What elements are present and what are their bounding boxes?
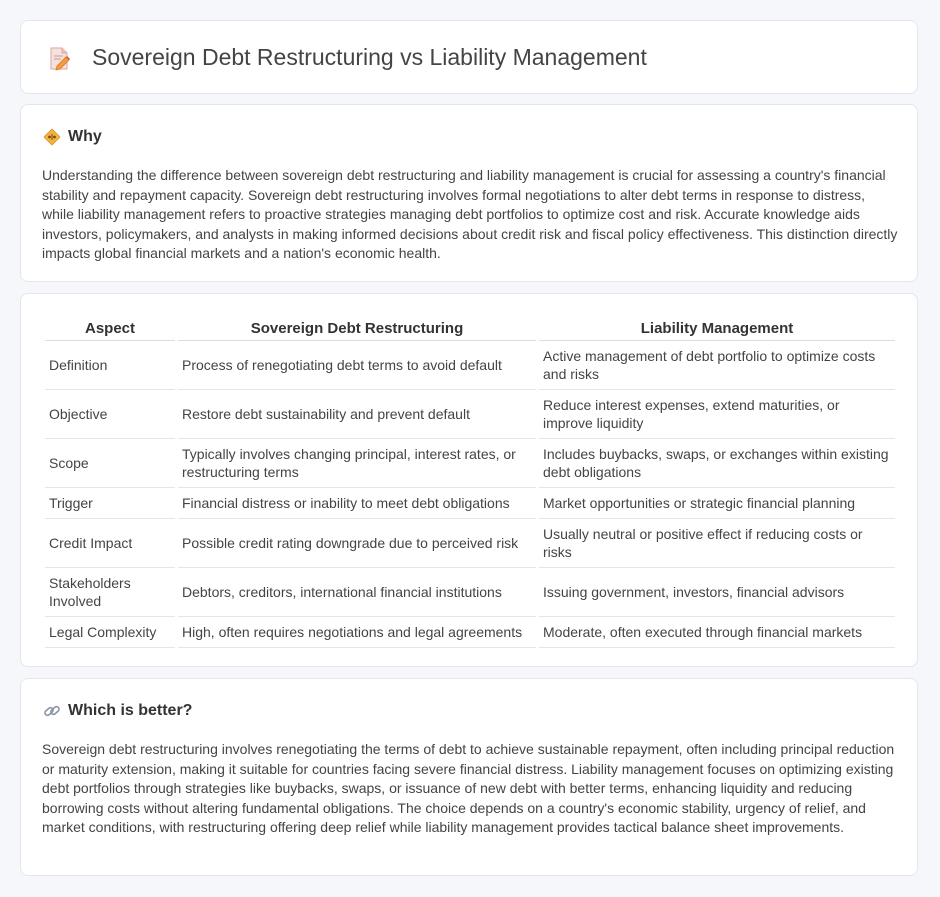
table-row bbox=[45, 341, 895, 390]
row-aspect: Stakeholders Involved bbox=[45, 568, 175, 617]
table-row bbox=[45, 390, 895, 439]
row-restructuring: Typically involves changing principal, interest rates, or restructuring terms bbox=[178, 439, 536, 488]
row-restructuring: Possible credit rating downgrade due to perceived risk bbox=[178, 519, 536, 568]
row-aspect: Scope bbox=[45, 439, 175, 488]
row-aspect: Legal Complexity bbox=[45, 617, 175, 648]
why-text: Understanding the difference between sovereign debt restructuring and liability management is crucial for assessing a country's financial stability and repayment capacity. Sovereign debt restructuring involves formal negotiations to alter debt terms in response to distress, while liability management refers to proactive strategies managing debt portfolios to optimize cost and risk. Accurate knowledge aids investors, policymakers, and analysts in making informed decisions about credit risk and fiscal policy effectiveness. This distinction directly impacts global financial markets and a nation's economic health. bbox=[42, 167, 898, 262]
table-row bbox=[45, 488, 895, 519]
header-card bbox=[20, 20, 918, 94]
table-row bbox=[45, 617, 895, 648]
row-liability: Market opportunities or strategic financial planning bbox=[539, 488, 895, 519]
page-title: Sovereign Debt Restructuring vs Liability Management bbox=[92, 44, 647, 70]
better-section bbox=[20, 678, 918, 876]
row-liability: Usually neutral or positive effect if reducing costs or risks bbox=[539, 519, 895, 568]
row-liability: Includes buybacks, swaps, or exchanges within existing debt obligations bbox=[539, 439, 895, 488]
table-row bbox=[45, 519, 895, 568]
better-heading-row bbox=[43, 700, 192, 722]
row-restructuring: Process of renegotiating debt terms to avoid default bbox=[178, 341, 536, 390]
header-restructuring: Sovereign Debt Restructuring bbox=[178, 314, 536, 341]
why-section bbox=[20, 104, 918, 282]
document-pencil-icon bbox=[45, 45, 73, 73]
comparison-section bbox=[20, 293, 918, 667]
header-aspect: Aspect bbox=[45, 314, 175, 341]
table-row bbox=[45, 439, 895, 488]
row-aspect: Credit Impact bbox=[45, 519, 175, 568]
row-liability: Moderate, often executed through financial markets bbox=[539, 617, 895, 648]
better-text: Sovereign debt restructuring involves renegotiating the terms of debt to achieve sustainable repayment, often including principal reduction or maturity extension, making it suitable for countries facing severe financial distress. Liability management focuses on optimizing existing debt portfolios through strategies like buybacks, swaps, or issuance of new debt with better terms, enhancing liquidity and reducing borrowing costs without altering fundamental obligations. The choice depends on a country's economic stability, urgency of relief, and market conditions, with restructuring offering deep relief while liability management provides tactical balance sheet improvements. bbox=[42, 741, 895, 836]
row-restructuring: Financial distress or inability to meet debt obligations bbox=[178, 488, 536, 519]
row-restructuring: Restore debt sustainability and prevent default bbox=[178, 390, 536, 439]
header-liability: Liability Management bbox=[539, 314, 895, 341]
row-restructuring: High, often requires negotiations and legal agreements bbox=[178, 617, 536, 648]
link-icon bbox=[43, 702, 61, 720]
row-aspect: Trigger bbox=[45, 488, 175, 519]
row-aspect: Objective bbox=[45, 390, 175, 439]
row-liability: Active management of debt portfolio to optimize costs and risks bbox=[539, 341, 895, 390]
why-heading: Why bbox=[68, 128, 102, 145]
why-heading-row bbox=[43, 126, 102, 148]
table-header-row bbox=[45, 314, 895, 341]
table-row bbox=[45, 568, 895, 617]
comparison-table bbox=[42, 314, 898, 648]
warning-diamond-icon bbox=[43, 128, 61, 146]
better-heading: Which is better? bbox=[68, 702, 193, 719]
row-liability: Reduce interest expenses, extend maturities, or improve liquidity bbox=[539, 390, 895, 439]
row-liability: Issuing government, investors, financial advisors bbox=[539, 568, 895, 617]
row-aspect: Definition bbox=[45, 341, 175, 390]
row-restructuring: Debtors, creditors, international financial institutions bbox=[178, 568, 536, 617]
